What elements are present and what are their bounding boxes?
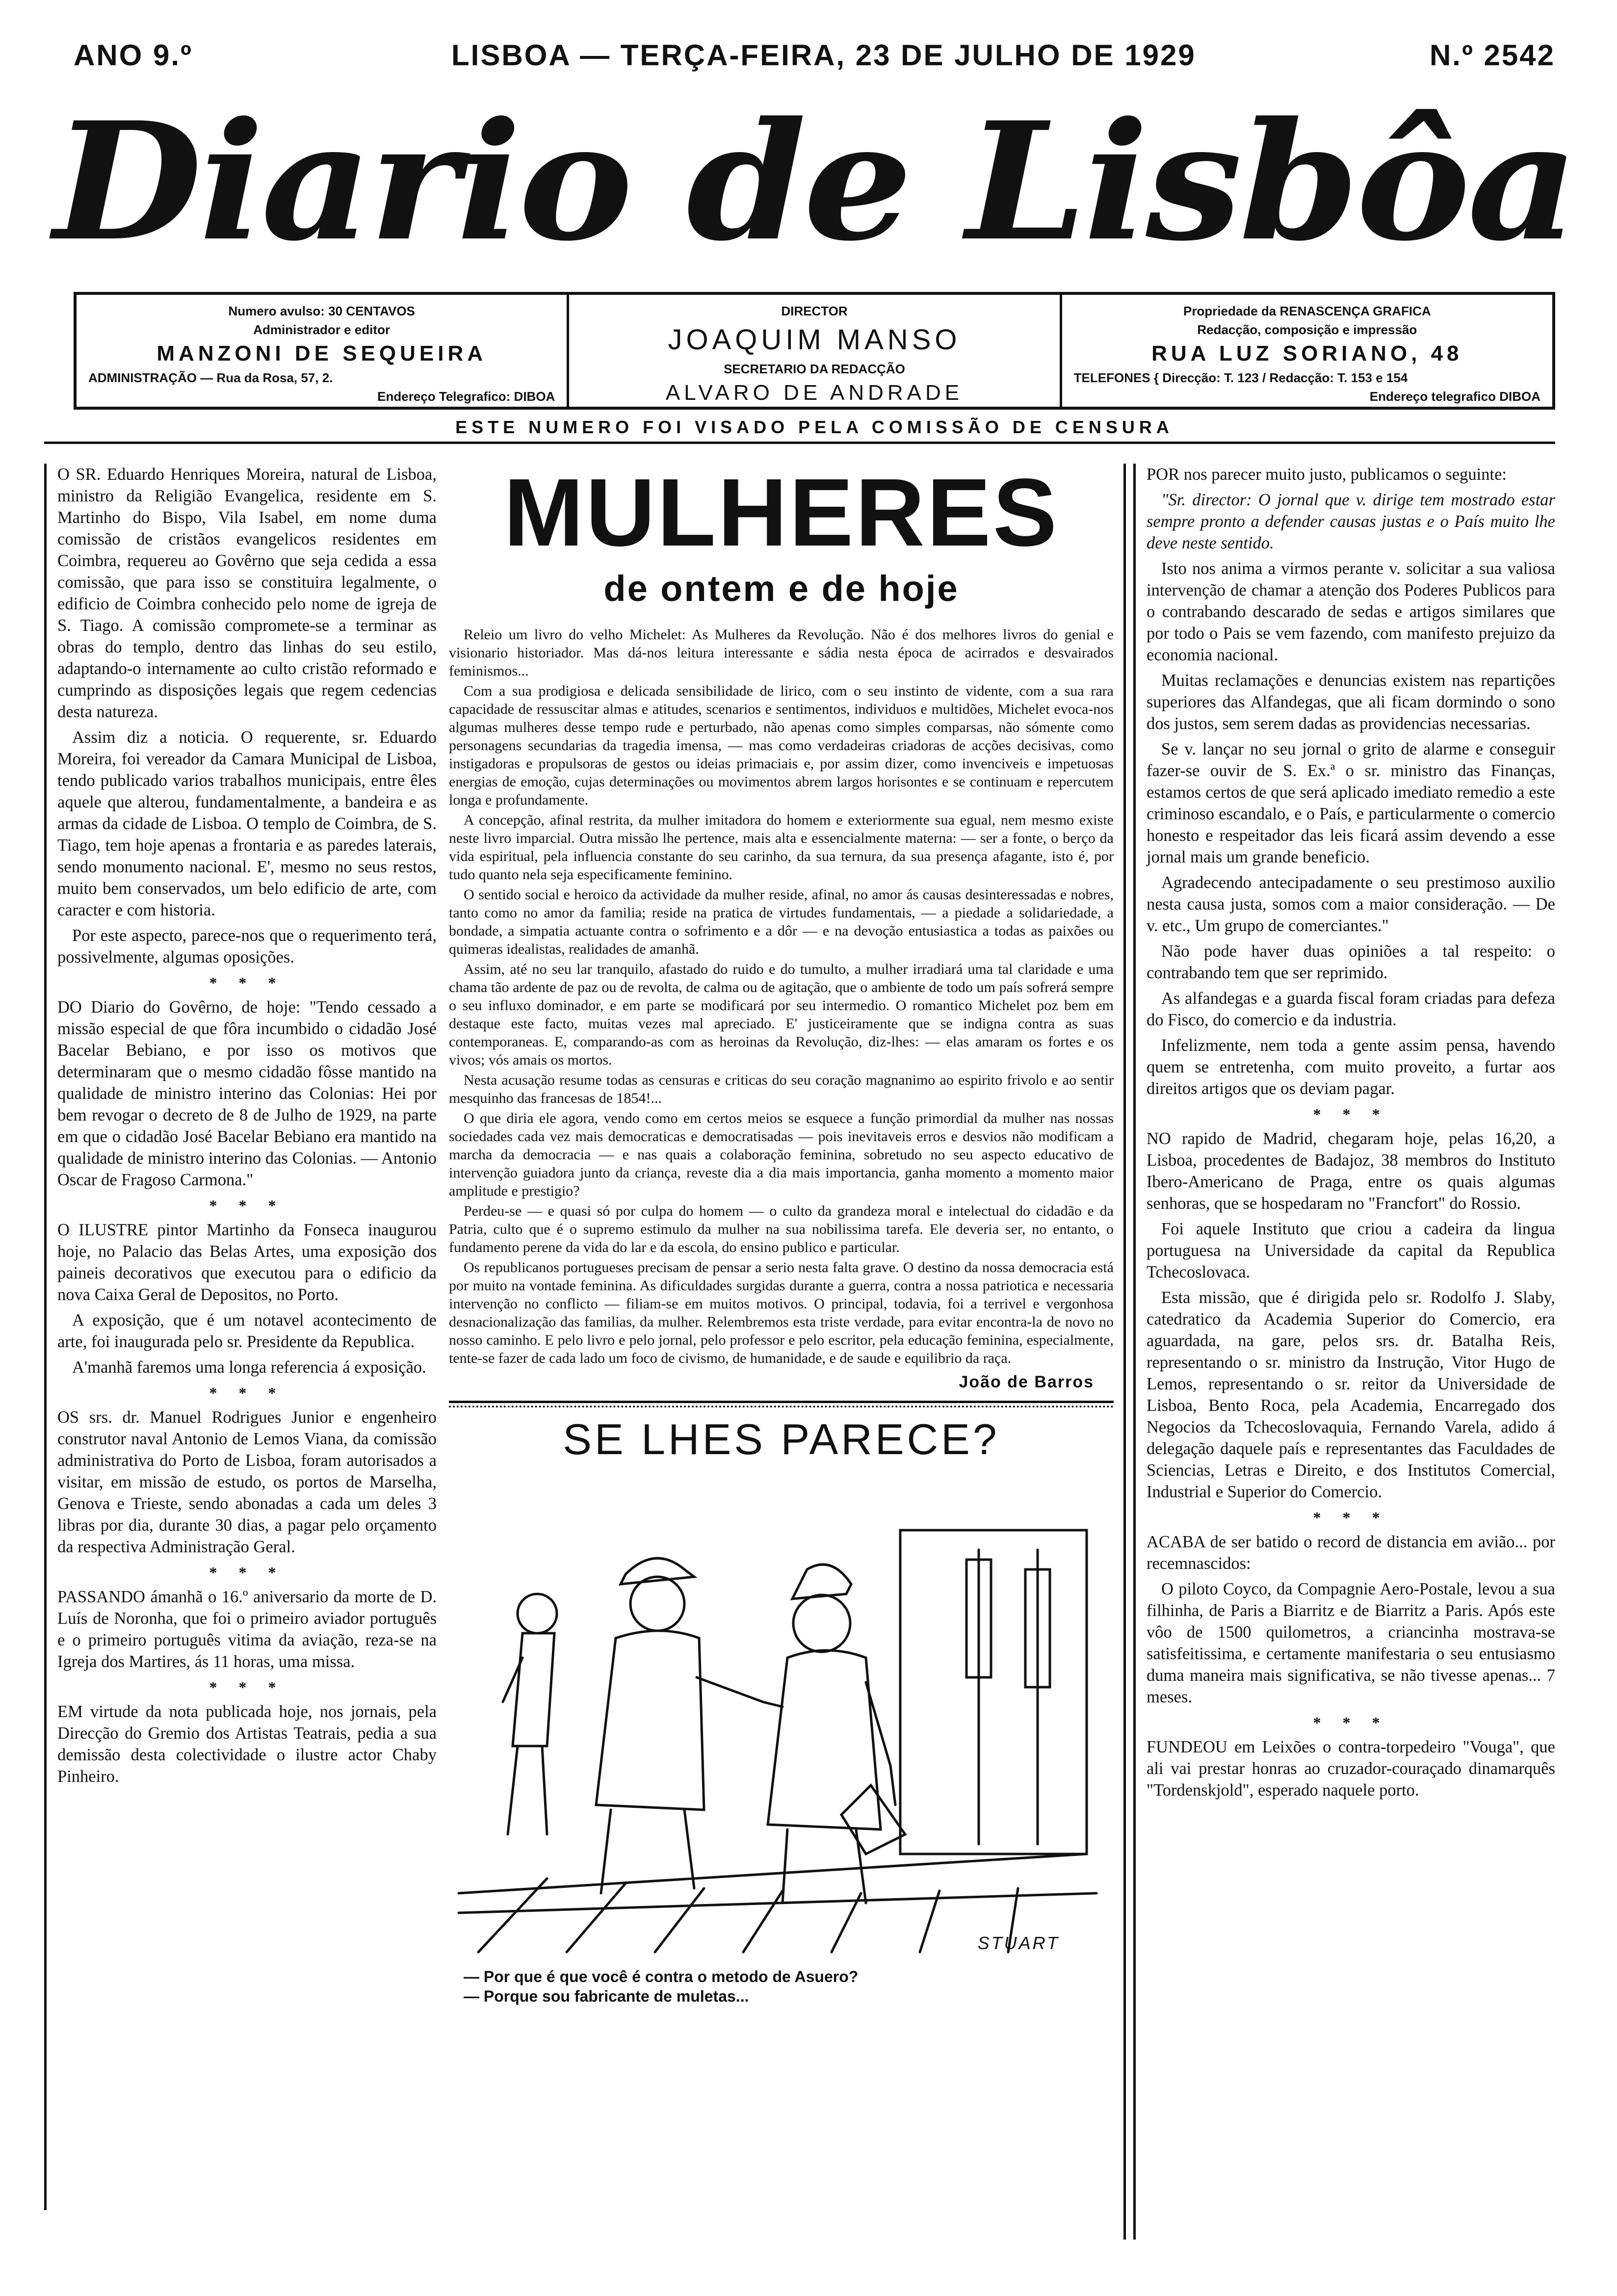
headline: MULHERES	[503, 459, 1059, 566]
press-address: RUA LUZ SORIANO, 48	[1151, 341, 1463, 365]
article-signature: João de Barros	[959, 1373, 1094, 1391]
news-contrabando-letter: Isto nos anima a virmos perante v. solicitar a sua valiosa intervenção de chamar a atenção dos Poderes Publicos para o contrabando descarado de sedas e artigos similares que por todo o Pais se vem fazendo, com manifesto prejuizo da economia nacional.	[1147, 559, 1555, 664]
news-contrabando-intro: POR nos parecer muito justo, publicamos o seguinte:	[1147, 465, 1507, 484]
separator: * * *	[209, 974, 285, 991]
article-paragraph: O que diria ele agora, vendo como em certos meios se esquece a função primordial da mulher nas nossas sociedades cada vez mais democraticas e democratisadas — pois inevitaveis erros e desvios não modificam a marcha da democracia — e nas quais a colaboração feminina, sobretudo no seu aspecto educativo de intervenção guiadora junto da criança, reveste dia a dia mais importancia, ganha momento a momento maior amplitude e prestigio?	[449, 1110, 1114, 1199]
cartoon-drawing	[449, 1471, 1114, 1962]
info-left	[77, 295, 567, 407]
news-contrabando-comment: Infelizmente, nem toda a gente assim pensa, havendo quem se entretenha, com muito proveito, a furtar aos direitos artigos que os deviam pagar.	[1147, 1036, 1555, 1098]
news-record-aviao: ACABA de ser batido o record de distancia em avião... por recemnascidos:	[1147, 1533, 1555, 1573]
subheadline: de ontem e de hoje	[603, 568, 959, 609]
news-instituto-praga: NO rapido de Madrid, chegaram hoje, pelas 16,20, a Lisboa, procedentes de Badajoz, 38 membros do Instituto Ibero-Americano de Praga, entre os quais algumas senhoras, que se hospedaram no "Francfort" do Rossio.	[1147, 1129, 1555, 1213]
dateline: LISBOA — TERÇA-FEIRA, 23 DE JULHO DE 1929	[451, 39, 1196, 72]
year-label: ANO 9.º	[74, 39, 193, 72]
news-contrabando-letter: Se v. lançar no seu jornal o grito de alarme e conseguir fazer-se ouvir de S. Ex.ª o sr. ministro das Finanças, estamos certos de que será aplicado imediato remedio a este criminoso escandalo, e o País, e particularmente o comercio honesto e respeitador das leis ficará assim devendo a esse jornal mais um grande beneficio.	[1147, 740, 1555, 866]
right-column	[1133, 464, 1555, 2240]
news-contrabando-letter: Muitas reclamações e denuncias existem nas repartições superiores das Alfandegas, que ali ficam dormindo o sono dos justos, sem serem dadas as providencias necessarias.	[1147, 671, 1555, 733]
news-exposicao: A exposição, que é um notavel acontecimento de arte, foi inaugurada pelo sr. Presidente da Republica.	[57, 1311, 437, 1351]
article-paragraph: Perdeu-se — e quasi só por culpa do homem — o culto da grandeza moral e intelectual do cidadão e da Patria, culto que é o supremo estimulo da mulher na sua nobilissima tarefa. Ele deveria ser, no entanto, o fundamento perene da vida do lar e da escola, do ensino publico e particular.	[449, 1203, 1114, 1255]
secretary-name: ALVARO DE ANDRADE	[665, 381, 964, 405]
admin-address: ADMINISTRAÇÃO — Rua da Rosa, 57, 2.	[88, 370, 333, 385]
masthead	[53, 71, 1576, 292]
news-instituto-praga: Foi aquele Instituto que criou a cadeira da lingua portuguesa na Universidade da capital da Republica Tchecoslovaca.	[1147, 1220, 1555, 1281]
info-right	[1060, 295, 1552, 407]
separator: * * *	[209, 1384, 285, 1402]
cartoon-caption-line2: — Porque sou fabricante de muletas...	[464, 1987, 749, 2005]
info-center	[567, 295, 1059, 407]
article-paragraph: Assim, até no seu lar tranquilo, afastado do ruido e do tumulto, a mulher irradiará uma tal claridade e uma chama tão ardente de paz ou de revolta, de calma ou de agitação, que o ambiente de todo um país sofrerá sempre o seu influxo dominador, e em parte se modificará por seu intermedio. O romantico Michelet poz bem em destaque este facto, muitas vezes mal apreciado. E' justiceiramente que se indigna contra as suas contemporaneas. E, comparando-as com as heroinas da Revolução, diz-lhes: — elas amaram os fortes e os vivos; vós amais os mortos.	[449, 961, 1114, 1068]
news-portos: OS srs. dr. Manuel Rodrigues Junior e engenheiro construtor naval Antonio de Lemos Viana, da comissão administrativa do Porto de Lisboa, foram autorisados a visitar, em missão de estudo, os portos de Marselha, Genova e Trieste, sendo abonadas a cada um deles 3 libras por dia, durante 30 dias, a pagar pelo orçamento da respectiva Administração Geral.	[57, 1408, 437, 1556]
article-body	[449, 626, 1114, 1367]
separator: * * *	[1313, 1714, 1389, 1731]
cartoon-caption	[464, 1967, 1114, 2006]
owner-line: Propriedade da RENASCENÇA GRAFICA	[1183, 304, 1431, 318]
news-luis-noronha: PASSANDO ámanhã o 16.º aniversario da morte de D. Luís de Noronha, que foi o primeiro aviador português e o primeiro português vitima da aviação, reza-se na Igreja dos Martires, ás 11 horas, uma missa.	[57, 1588, 437, 1671]
news-instituto-praga: Esta missão, que é dirigida pelo sr. Rodolfo J. Slaby, catedratico da Academia Superior do Comercio, era aguardada, na gare, pelos srs. dr. Batalha Reis, representando o sr. ministro da Instrução, Vitor Hugo de Lemos, representando o sr. reitor da Universidade de Lisboa, Bento Roca, pela Academia, Encarregado dos Negocios da Tchecoslovaquia, Fernando Varela, adido á delegação daquele país e representantes das Faculdades de Sciencias, Letras e Direito, e dos Institutos Comercial, Industrial e Superior do Comercio.	[1147, 1288, 1555, 1501]
article-paragraph: Com a sua prodigiosa e delicada sensibilidade de lirico, com o seu instinto de vidente, com a sua rara capacidade de ressuscitar almas e atitudes, scenarios e sentimentos, individuos e multidões, Michelet evoca-nos algumas mulheres desse tempo rude e perturbado, não apenas como simples comparsas, não sómente como personagens secundarias da tragedia imensa, — mas como verdadeiras criadoras de acções decisivas, como instigadoras e propulsoras de gestos ou ideias primaciais e, por assim dizer, como invenciveis e impetuosas energias de emoção, cujas determinações ou movimentos abrem largos horisontes e se continuam e repercutem longa e profundamente.	[449, 683, 1114, 808]
decorative-rule	[449, 1401, 1114, 1408]
separator: * * *	[209, 1564, 285, 1581]
article-paragraph: Os republicanos portugueses precisam de pensar a serio nesta falta grave. O destino da nossa democracia está por muito na vontade feminina. As dificuldades surgidas durante a guerra, contra a nossa patriotica e necessaria intervenção no conflicto — filiam-se em muitos motivos. O principal, todavia, foi a terrivel e vergonhosa desnacionalização das familias, da mulher. Relembremos esta triste verdade, para evitar encontra-la de novo no nosso caminho. E pelo livro e pelo jornal, pelo professor e pelo escritor, pela educação feminina, especialmente, tente-se fazer de cada lado um foco de civismo, de humanidade, e de saude e equilibrio da raça.	[449, 1259, 1114, 1366]
news-chaby-pinheiro: EM virtude da nota publicada hoje, nos jornais, pela Direcção do Gremio dos Artistas Teatrais, pedia a sua demissão desta colectividade o ilustre actor Chaby Pinheiro.	[57, 1702, 437, 1786]
article-paragraph: A concepção, afinal restrita, da mulher imitadora do homem e exteriormente sua egual, nem mesmo existe neste livro imparcial. Outra missão lhe pertence, mais alta e essencialmente materna: — ser a fonte, o berço da vida espiritual, pela influencia constante do seu carinho, da sua ternura, da sua presença afagante, isto é, por tudo quanto nela seja especificamente feminino.	[449, 812, 1114, 883]
telegraph-address: Endereço Telegrafico: DIBOA	[377, 389, 555, 404]
article-paragraph: Releio um livro do velho Michelet: As Mulheres da Revolução. Não é dos melhores livros do genial e visionario historiador. Mas dá-nos leitura interessante e sádia nesta época de acirrados e desvairados feminismos...	[449, 626, 1114, 679]
issue-number: N.º 2542	[1429, 39, 1555, 72]
column-divider	[1123, 464, 1126, 2240]
news-igreja-opinion: Por este aspecto, parece-nos que o requerimento terá, possivelmente, algumas oposições.	[57, 926, 437, 966]
middle-column	[449, 459, 1114, 2006]
header-rule	[44, 442, 1555, 444]
cartoon	[449, 1412, 1114, 2026]
article-paragraph: Nesta acusação resume todas as censuras e criticas do seu coração magnanimo ao espirito frivolo e ao sentir mesquinho das francesas de 1854!...	[449, 1072, 1114, 1106]
news-contrabando-letter: "Sr. director: O jornal que v. dirige tem mostrado estar sempre pronto a defender causas justas e o País muito lhe deve neste sentido.	[1147, 491, 1555, 552]
news-record-aviao: O piloto Coyco, da Compagnie Aero-Postale, levou a sua filhinha, de Paris a Biarritz e de Biarritz a Paris. Após este vôo de 1500 quilometros, a criancinha mostrava-se satisfeitissima, e certamente manifestaria o seu entusiasmo duma maneira mais significativa, se não tivesse apenas... 7 meses.	[1147, 1580, 1555, 1706]
news-contrabando-comment: Não pode haver duas opiniões a tal respeito: o contrabando tem que ser reprimido.	[1147, 942, 1555, 982]
info-box	[74, 292, 1555, 410]
article-paragraph: O sentido social e heroico da actividade da mulher reside, afinal, no amor ás causas desinteressadas e nobres, tanto como no amor da familia; reside na pratica de virtudes fundamentais, — a piedade a solidariedade, a bondade, a simpatia actuante contra o sofrimento e a dôr — e na devoção entusiastica a todas as paixões ou quimeras idealistas, realidades de amanhã.	[449, 887, 1114, 957]
news-igreja-s-tiago: O SR. Eduardo Henriques Moreira, natural de Lisboa, ministro da Religião Evangelica, residente em S. Martinho do Bispo, Vila Isabel, em nome duma comissão de cristãos evangelicos residentes em Coimbra, requereu ao Govêrno que seja cedida a essa comissão, que para isso se constituira legalmente, o edificio de Coimbra conhecido pelo nome de igreja de S. Tiago. A comissão compromete-se a terminar as obras do templo, dentro das linhas do seu estilo, adaptando-o internamente ao culto cristão reformado e cumprindo as disposições legais que regem cedencias desta natureza.	[57, 465, 437, 721]
director-name: JOAQUIM MANSO	[668, 324, 961, 356]
news-contrabando-comment: As alfandegas e a guarda fiscal foram criadas para defeza do Fisco, do comercio e da industria.	[1147, 989, 1555, 1029]
separator: * * *	[209, 1197, 285, 1214]
masthead-title: Diario de Lisbôa	[53, 86, 1576, 277]
news-contrabando-letter: Agradecendo antecipadamente o seu prestimoso auxilio nesta causa justa, somos com a maior consideração. — De v. etc., Um grupo de comerciantes."	[1147, 873, 1555, 935]
cartoon-signature: STUART	[977, 1933, 1060, 1953]
admin-label: Administrador e editor	[253, 322, 391, 337]
phones-line: TELEFONES { Direcção: T. 123 / Redacção: T. 153 e 154	[1073, 370, 1408, 385]
separator: * * *	[1313, 1105, 1389, 1123]
telegraph-address-right: Endereço telegrafico DIBOA	[1369, 389, 1540, 404]
news-martinho-fonseca: O ILUSTRE pintor Martinho da Fonseca inaugurou hoje, no Palacio das Belas Artes, uma exposição dos paineis decorativos que executou para o edificio da nova Caixa Geral de Depositos, no Porto.	[57, 1221, 437, 1304]
price-line: Numero avulso: 30 CENTAVOS	[228, 304, 415, 318]
separator: * * *	[209, 1678, 285, 1696]
cartoon-title: SE LHES PARECE?	[563, 1415, 1000, 1463]
news-exposicao-ref: A'manhã faremos uma longa referencia á exposição.	[72, 1358, 426, 1377]
press-line: Redacção, composição e impressão	[1197, 322, 1417, 337]
left-column	[44, 464, 437, 2210]
censorship-notice: ESTE NUMERO FOI VISADO PELA COMISSÃO DE CENSURA	[455, 417, 1174, 437]
director-label: DIRECTOR	[781, 304, 848, 318]
cartoon-caption-line1: — Por que é que você é contra o metodo de Asuero?	[464, 1968, 859, 1985]
news-vouga: FUNDEOU em Leixões o contra-torpedeiro "Vouga", que ali vai prestar honras ao cruzador-couraçado dinamarquês "Tordenskjold", esperado naquele porto.	[1147, 1738, 1555, 1800]
admin-name: MANZONI DE SEQUEIRA	[156, 341, 487, 365]
news-igreja-comment: Assim diz a noticia. O requerente, sr. Eduardo Moreira, foi vereador da Camara Municipal de Lisboa, tendo publicado varios trabalhos municipais, entre êles aquele que alterou, fundamentalmente, a bandeira e as armas da cidade de Lisboa. O templo de Coimbra, de S. Tiago, tem hoje apenas a frontaria e as paredes laterais, sendo monumento nacional. E', mesmo no seus restos, muito bem conservados, um belo edificio de arte, com caracter e com historia.	[57, 728, 437, 919]
news-diario-governo: DO Diario do Govêrno, de hoje: "Tendo cessado a missão especial de que fôra incumbido o cidadão José Bacelar Bebiano, e por isso os motivos que determinaram que o mesmo cidadão fôsse mantido na qualidade de ministro interino das Colonias: Hei por bem revogar o decreto de 8 de Julho de 1929, na parte em que o cidadão José Bacelar Bebiano era mantido na qualidade de ministro interino das Colonias. — Antonio Oscar de Fragoso Carmona."	[57, 998, 437, 1189]
separator: * * *	[1313, 1509, 1389, 1526]
secretary-label: SECRETARIO DA REDACÇÃO	[724, 362, 905, 376]
